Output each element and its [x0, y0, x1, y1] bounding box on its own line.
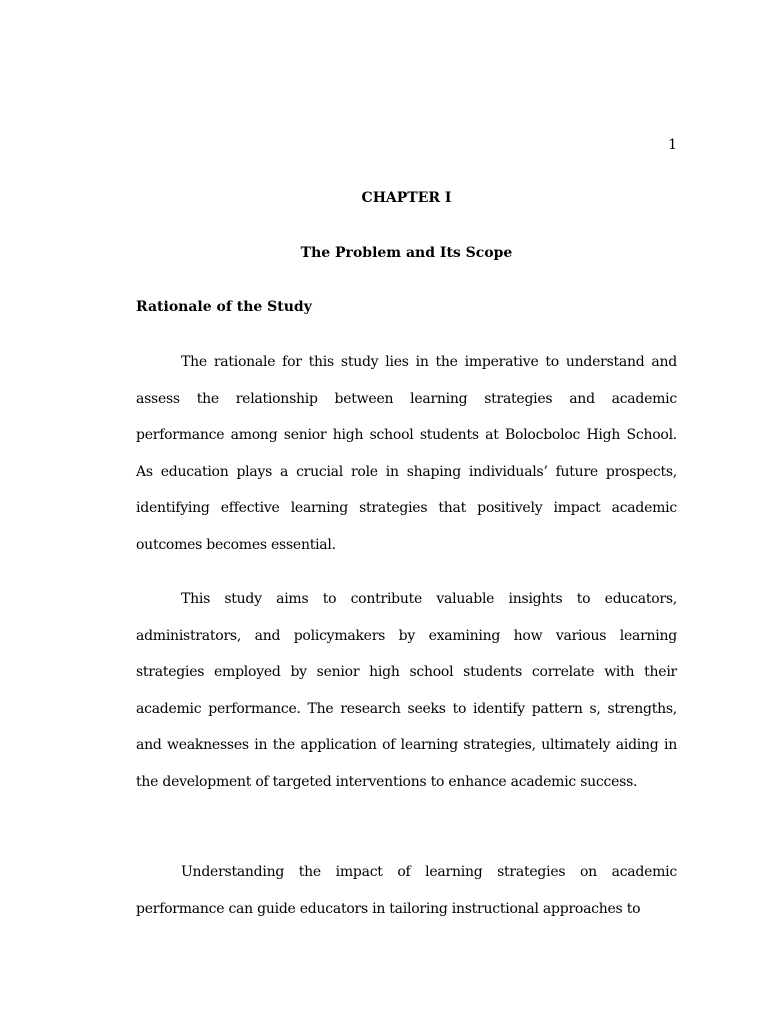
section-heading: Rationale of the Study	[136, 299, 312, 315]
paragraph-rationale: The rationale for this study lies in the imperative to understand and assess the relationship between learning strategies and academic performance among senior high school students at Bolocboloc High School. As education plays a crucial role in shaping individuals’ future prospects, identifying effective learning strategies that positively impact academic outcomes becomes essential.	[136, 354, 677, 553]
page-number: 1	[668, 137, 677, 153]
chapter-title: The Problem and Its Scope	[300, 245, 513, 261]
paragraph-study-aims: This study aims to contribute valuable insights to educators, administrators, and policymakers by examining how various learning strategies employed by senior high school students correlate with their academic performance. The research seeks to identify pattern s, strengths, and weaknesses in the application of learning strategies, ultimately aiding in the development of targeted interventions to enhance academic success.	[136, 591, 677, 790]
paragraph-understanding: Understanding the impact of learning strategies on academic performance can guide educators in tailoring instructional approaches to	[136, 864, 677, 917]
chapter-label: CHAPTER I	[361, 190, 452, 206]
